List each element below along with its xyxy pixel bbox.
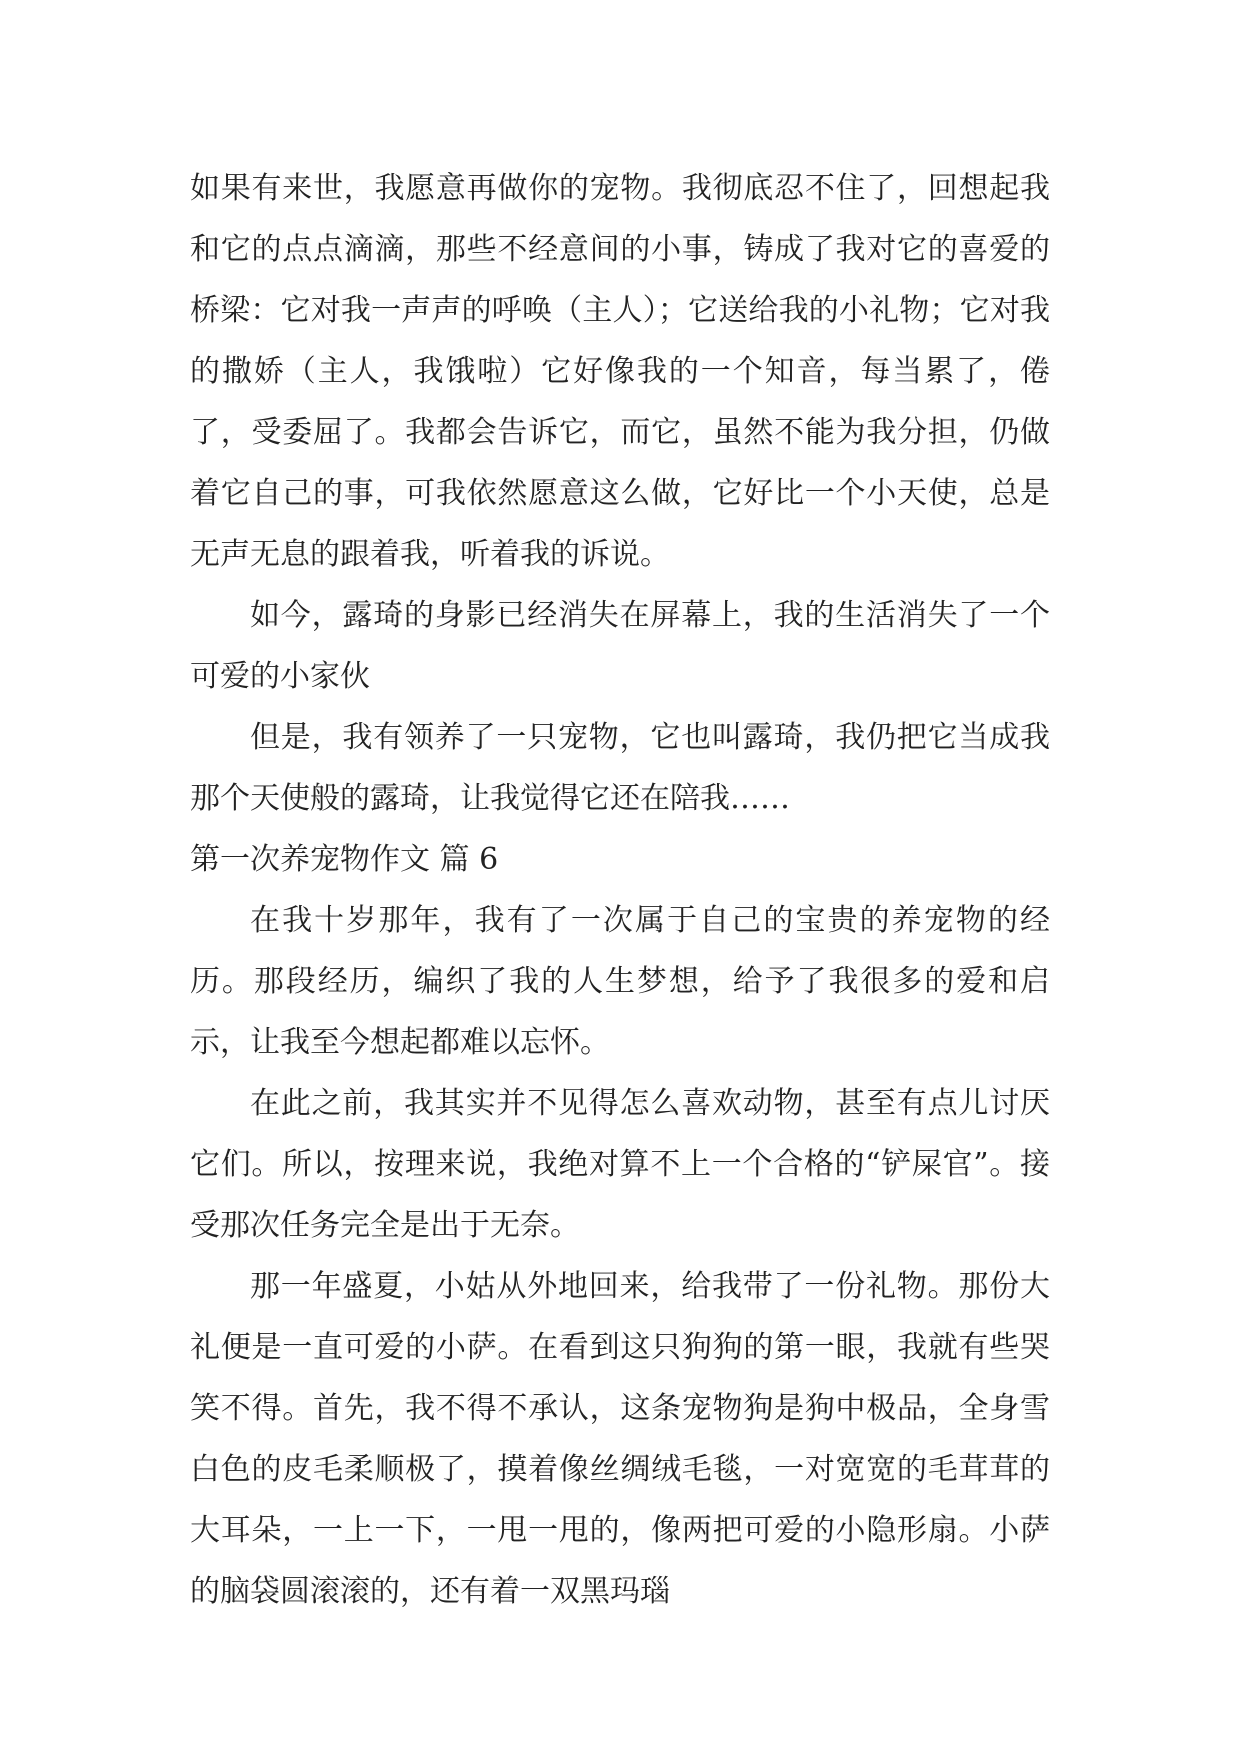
paragraph-memory: 如果有来世，我愿意再做你的宠物。我彻底忍不住了，回想起我和它的点点滴滴，那些不经意间的小事，铸成了我对它的喜爱的桥梁：它对我一声声的呼唤（主人）；它送给我的小礼物；它对我的撒娇（主人，我饿啦）它好像我的一个知音，每当累了，倦了，受委屈了。我都会告诉它，而它，虽然不能为我分担，仍做着它自己的事，可我依然愿意这么做，它好比一个小天使，总是无声无息的跟着我，听着我的诉说。	[190, 171, 1050, 572]
paragraph-disappeared: 如今，露琦的身影已经消失在屏幕上，我的生活消失了一个可爱的小家伙	[190, 598, 1050, 694]
paragraph-summer-gift: 那一年盛夏，小姑从外地回来，给我带了一份礼物。那份大礼便是一直可爱的小萨。在看到这只狗狗的第一眼，我就有些哭笑不得。首先，我不得不承认，这条宠物狗是狗中极品，全身雪白色的皮毛柔顺极了，摸着像丝绸绒毛毯，一对宽宽的毛茸茸的大耳朵，一上一下，一甩一甩的，像两把可爱的小隐形扇。小萨的脑袋圆滚滚的，还有着一双黑玛瑙	[190, 1269, 1050, 1609]
paragraph-ten-years-old: 在我十岁那年，我有了一次属于自己的宝贵的养宠物的经历。那段经历，编织了我的人生梦想，给予了我很多的爱和启示，让我至今想起都难以忘怀。	[190, 903, 1050, 1060]
paragraph-adopted: 但是，我有领养了一只宠物，它也叫露琦，我仍把它当成我那个天使般的露琦，让我觉得它还在陪我……	[190, 720, 1050, 816]
section-heading: 第一次养宠物作文 篇 6	[190, 842, 499, 877]
paragraph-before-that: 在此之前，我其实并不见得怎么喜欢动物，甚至有点儿讨厌它们。所以，按理来说，我绝对算不上一个合格的“铲屎官”。接受那次任务完全是出于无奈。	[190, 1086, 1050, 1243]
document-page	[190, 158, 1050, 1622]
